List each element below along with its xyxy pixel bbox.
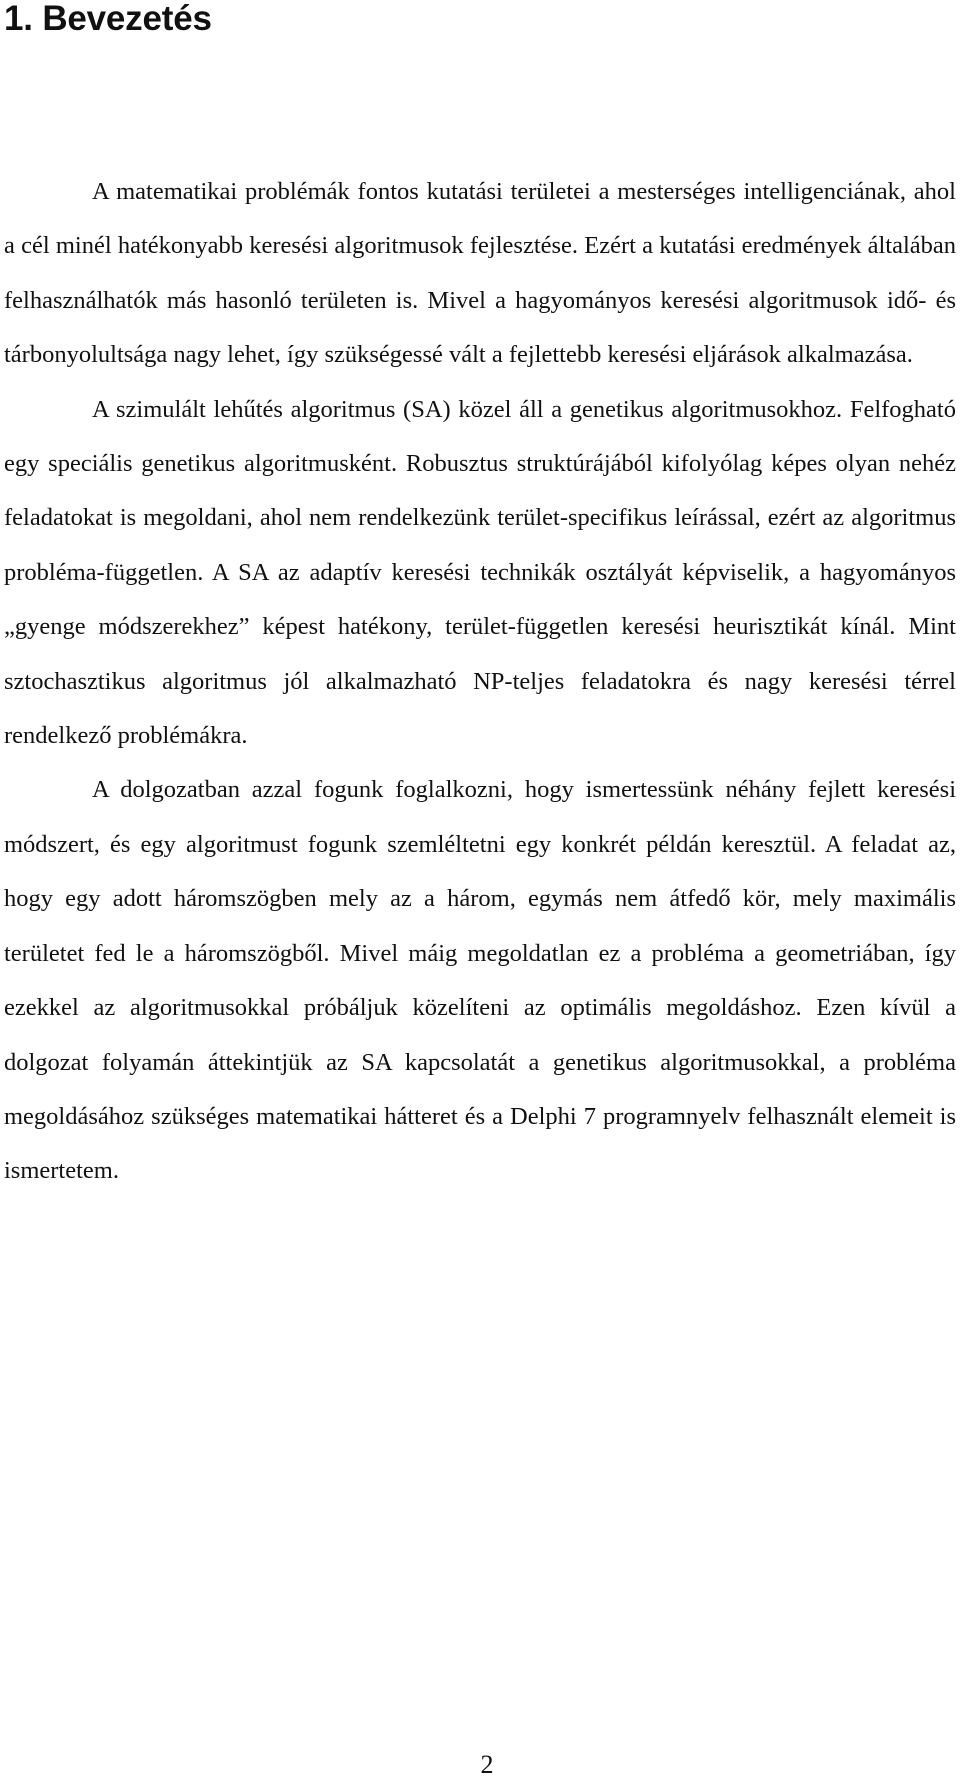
chapter-title: 1. Bevezetés [4, 0, 212, 38]
paragraph-thesis-goals: A dolgozatban azzal fogunk foglalkozni, hogy ismertessünk néhány fejlett keresési módszert, és egy algoritmust fogunk szemléltetni egy konkrét példán keresztül. A feladat az, hogy egy adott háromszögben mely az a három, egymás nem átfedő kör, mely maximális területet fed le a háromszögből. Mivel máig megoldatlan ez a probléma a geometriában, így ezekkel az algoritmusokkal próbáljuk közelíteni az optimális megoldáshoz. Ezen kívül a dolgozat folyamán áttekintjük az SA kapcsolatát a genetikus algoritmusokkal, a probléma megoldásához szükséges matematikai hátteret és a Delphi 7 programnyelv felhasznált elemeit is ismertetem. [4, 776, 956, 1185]
paragraph-intro: A matematikai problémák fontos kutatási területei a mesterséges intelligenciának, ahol a cél minél hatékonyabb keresési algoritmusok fejlesztése. Ezért a kutatási eredmények általában felhasználhatók más hasonló területen is. Mivel a hagyományos keresési algoritmusok idő- és tárbonyolultsága nagy lehet, így szükségessé vált a fejlettebb keresési eljárások alkalmazása. [4, 178, 956, 369]
page-number: 2 [480, 1750, 494, 1779]
body-text [4, 165, 956, 1199]
paragraph-simulated-annealing: A szimulált lehűtés algoritmus (SA) közel áll a genetikus algoritmusokhoz. Felfogható egy speciális genetikus algoritmusként. Robusztus struktúrájából kifolyólag képes olyan nehéz feladatokat is megoldani, ahol nem rendelkezünk terület-specifikus leírással, ezért az algoritmus probléma-független. A SA az adaptív keresési technikák osztályát képviselik, a hagyományos „gyenge módszerekhez” képest hatékony, terület-független keresési heurisztikát kínál. Mint sztochasztikus algoritmus jól alkalmazható NP-teljes feladatokra és nagy keresési térrel rendelkező problémákra. [4, 395, 956, 750]
